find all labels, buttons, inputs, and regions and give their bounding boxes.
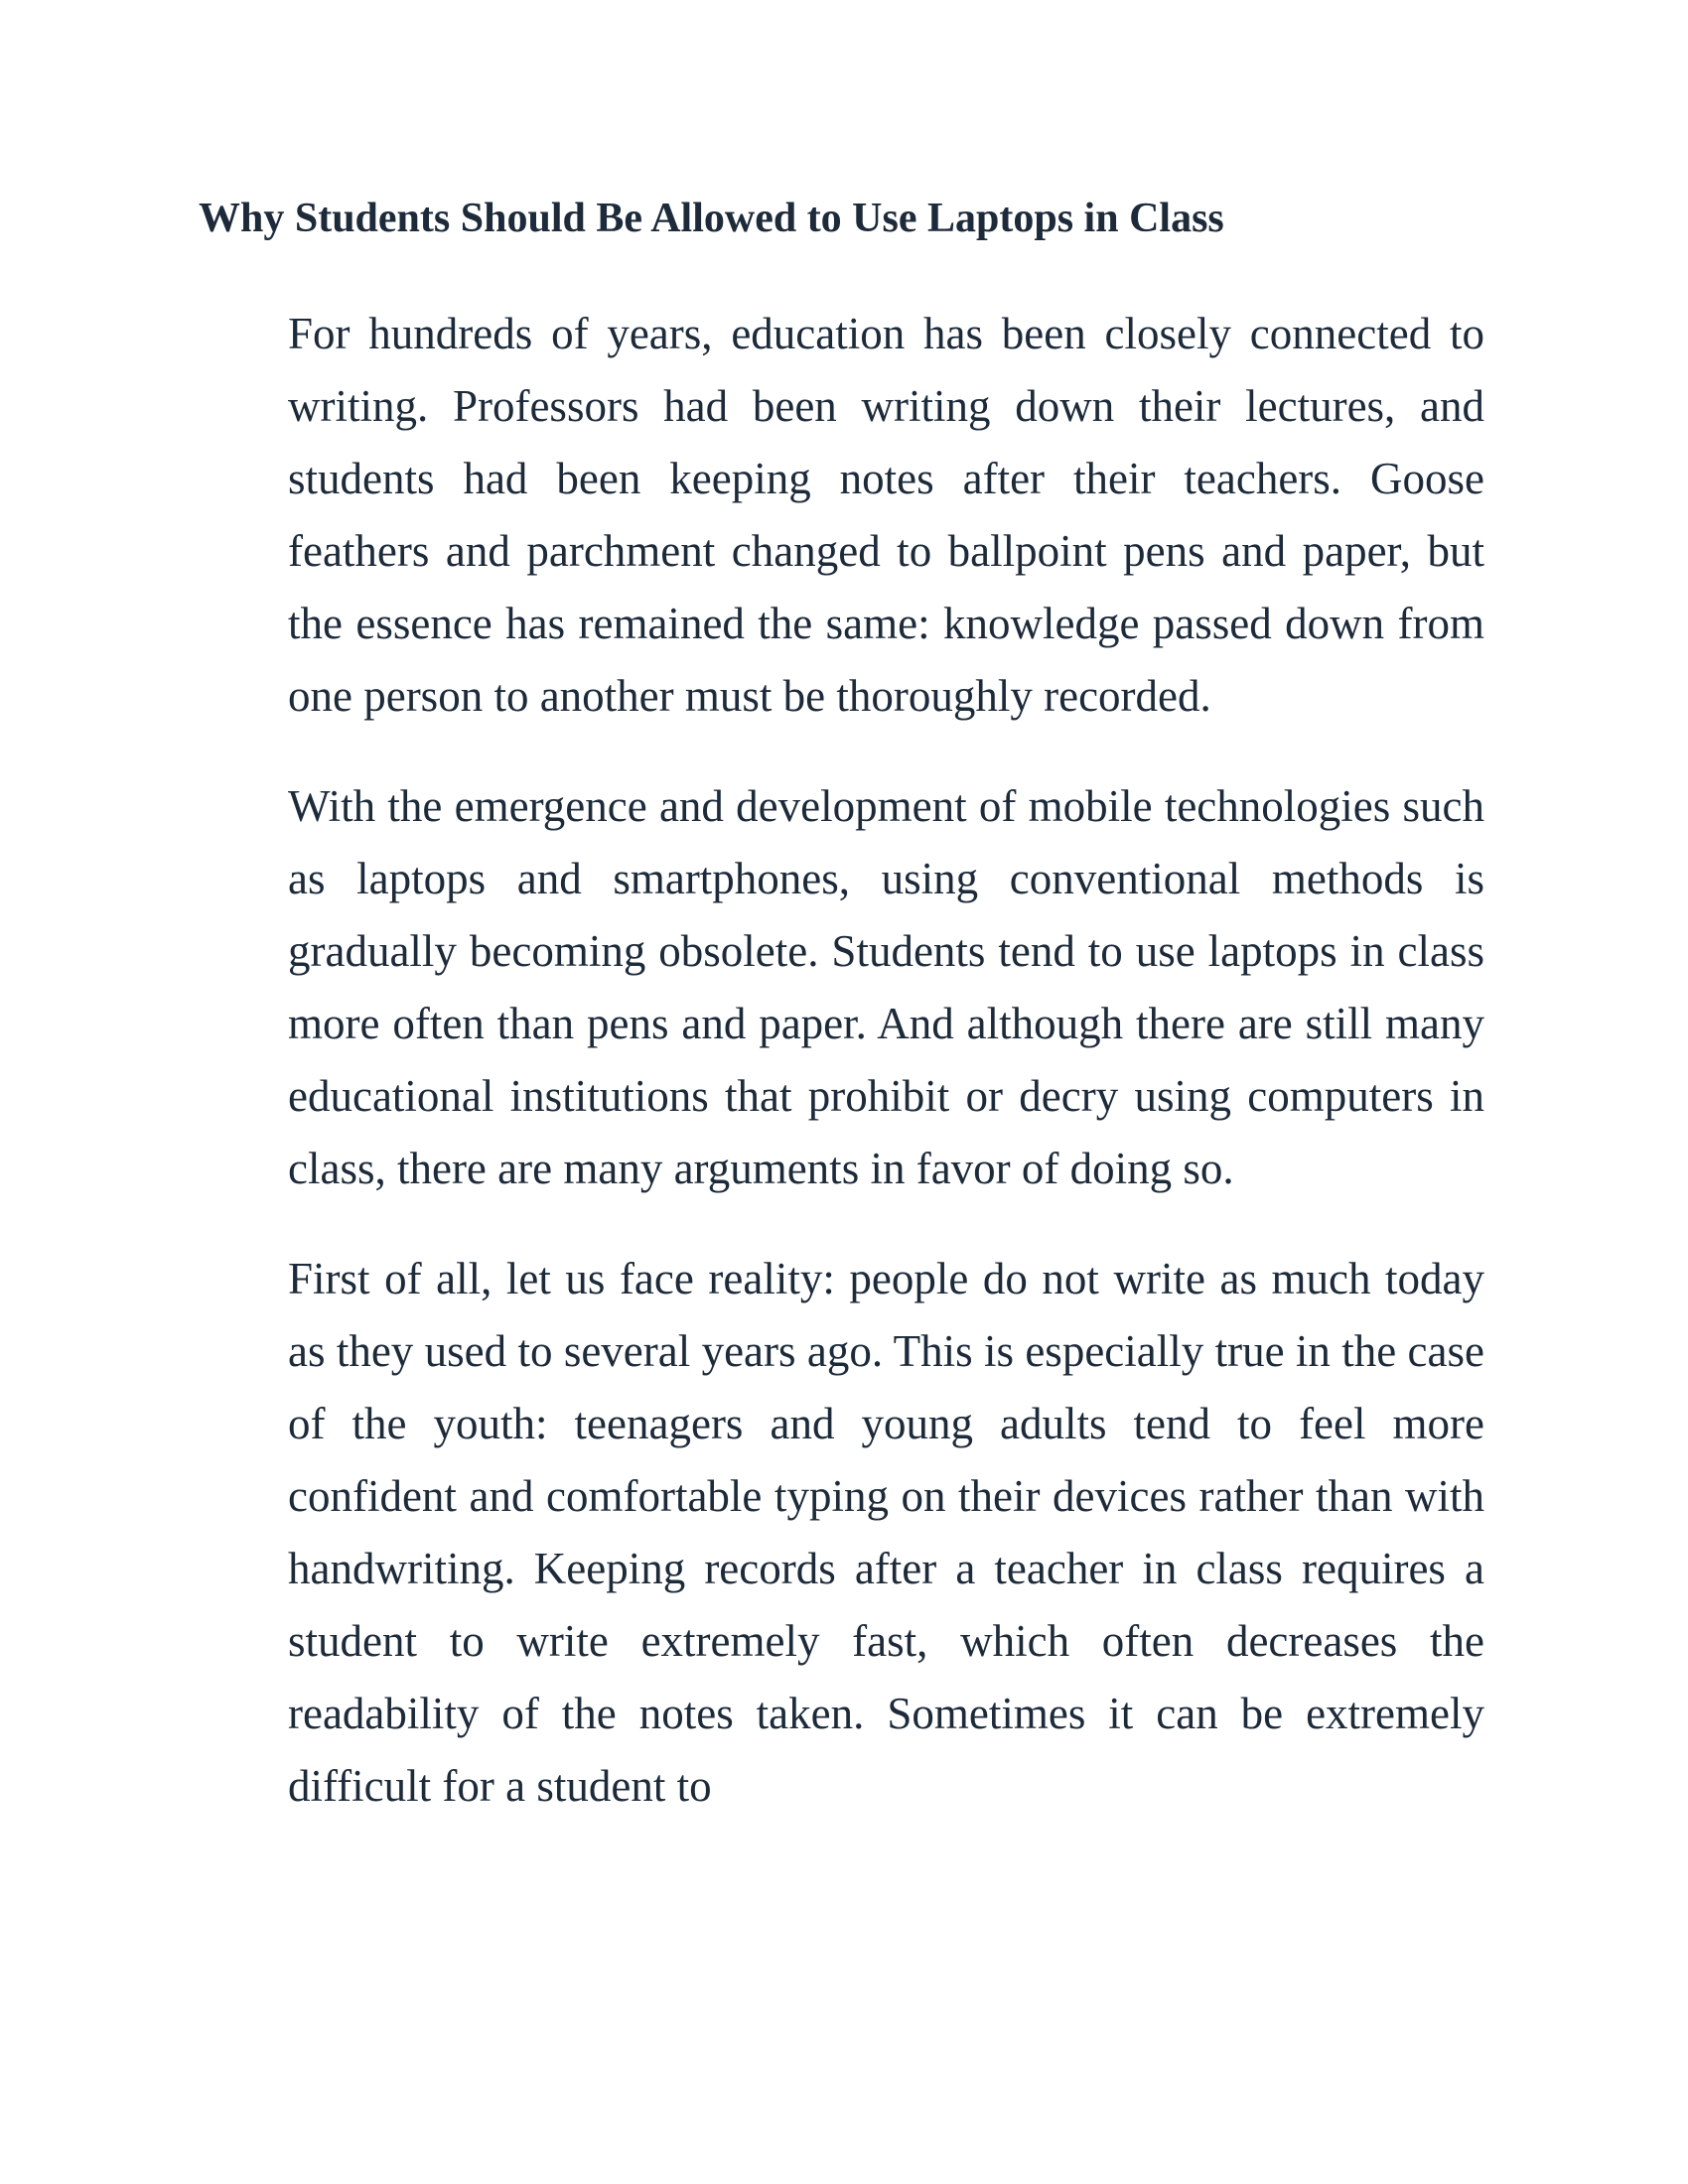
body-paragraph-1: For hundreds of years, education has been closely connected to writing. Professors had been writing down their lectures, and students had been keeping notes after their teachers. Goose feathers and parchment changed to ballpoint pens and paper, but the essence has remained the same: knowledge passed down from one person to another must be thoroughly recorded. xyxy=(288,309,1484,721)
document-body xyxy=(288,298,1484,1823)
body-paragraph-2: With the emergence and development of mobile technologies such as laptops and smartphones, using conventional methods is gradually becoming obsolete. Students tend to use laptops in class more often than pens and paper. And although there are still many educational institutions that prohibit or decry using computers in class, there are many arguments in favor of doing so. xyxy=(288,781,1484,1193)
body-paragraph-3: First of all, let us face reality: people do not write as much today as they used to several years ago. This is especially true in the case of the youth: teenagers and young adults tend to feel more confident and comfortable typing on their devices rather than with handwriting. Keeping records after a teacher in class requires a student to write extremely fast, which often decreases the readability of the notes taken. Sometimes it can be extremely difficult for a student to xyxy=(288,1254,1484,1811)
document-title: Why Students Should Be Allowed to Use Laptops in Class xyxy=(199,196,1224,241)
